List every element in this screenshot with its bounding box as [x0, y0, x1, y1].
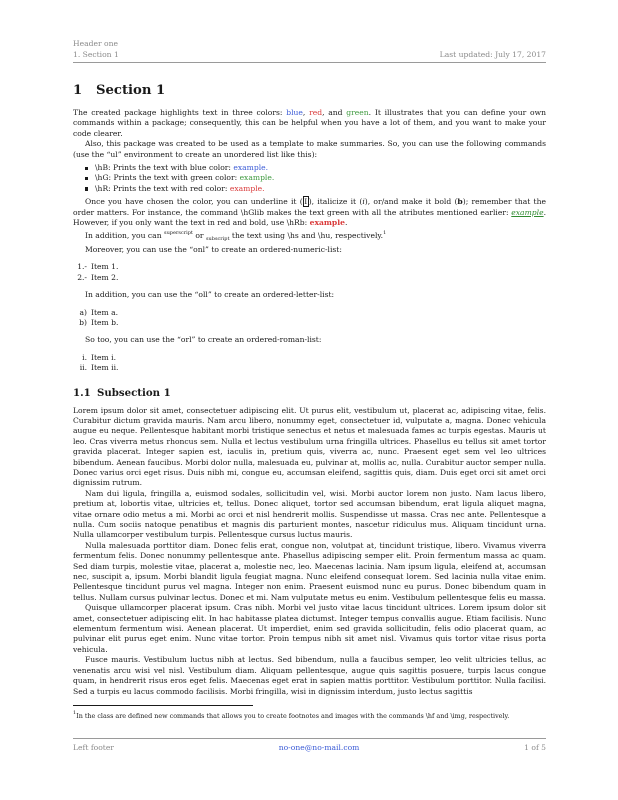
header-last-updated: Last updated: July 17, 2017 [439, 50, 546, 59]
list-item [73, 363, 546, 373]
body-paragraph: Nam dui ligula, fringilla a, euismod sodales, sollicitudin vel, wisi. Morbi auctor lorem non justo. Nam lacus libero, pretium at, lobortis vitae, ultricies et, tellus. Donec aliquet, tortor sed accumsan bibendum, erat ligula aliquet magna, vitae ornare odio metus a mi. Morbi ac orci et nisl hendrerit mollis. Suspendisse ut massa. Cras nec ante. Pellentesque a nulla. Cum sociis natoque penatibus et magnis dis parturient montes, nascetur ridiculus mus. Aliquam tincidunt urna. Nulla ullamcorper vestibulum turpis. Pellentesque cursus luctus mauris. [73, 488, 546, 540]
footnote [73, 709, 546, 721]
list-item-text: \hR: Prints the text with red color: [95, 183, 230, 193]
text-run: In addition, you can [85, 231, 165, 241]
list-marker: 1.- [77, 262, 87, 272]
oll-paragraph: In addition, you can use the “oll” to create an ordered-letter-list: [85, 290, 335, 300]
command-list [73, 163, 546, 194]
underline-sample: I [304, 197, 308, 207]
subscript-sample: subscript [205, 236, 230, 243]
body-paragraph: Nulla malesuada porttitor diam. Donec felis erat, congue non, volutpat at, tincidunt tristique, libero. Vivamus viverra fermentum felis. Donec nonummy pellentesque ante. Phasellus adipiscing semper elit. Proin fermentum massa ac quam. Sed diam turpis, molestie vitae, placerat a, molestie nec, leo. Maecenas lacinia. Nam ipsum ligula, eleifend at, accumsan nec, suscipit a, ipsum. Morbi blandit ligula feugiat magna. Nunc eleifend consequat lorem. Sed lacinia nulla vitae enim. Pellentesque tincidunt purus vel magna. Integer non enim. Praesent euismod nunc eu purus. Donec bibendum quam in tellus. Nullam cursus pulvinar lectus. Donec et mi. Nam vulputate metus eu enim. Vestibulum pellentesque felis eu massa. [73, 540, 546, 602]
orl-paragraph: So too, you can use the “orl” to create an ordered-roman-list: [85, 335, 322, 345]
list-item [73, 262, 546, 272]
roman-list [73, 353, 546, 374]
text-run: . It illustrates that you can define your own commands within a package; consequently, this can be helpful when you have a lot of them, and you want to make your code clearer. [73, 108, 546, 138]
list-item-text: Item b. [91, 317, 119, 327]
section-title: Section 1 [96, 83, 166, 98]
green-word: green [346, 108, 369, 117]
list-item-text: Item ii. [91, 363, 119, 373]
onl-paragraph: Moreover, you can use the “onl” to create an ordered-numeric-list: [85, 244, 342, 254]
text-run: . [344, 218, 348, 228]
list-item-text: Item 2. [91, 272, 119, 282]
list-item-text: Item i. [91, 352, 117, 362]
list-item-text: Item a. [91, 307, 119, 317]
body-paragraph: Fusce mauris. Vestibulum luctus nibh at lectus. Sed bibendum, nulla a faucibus semper, leo velit ultricies tellus, ac venenatis arcu wisi vel nisl. Vestibulum diam. Aliquam pellentesque, augue quis sagittis posuere, turpis lacus congue quam, in hendrerit risus eros eget felis. Maecenas eget erat in sapien mattis porttitor. Vestibulum porttitor. Nulla facilisi. Sed a turpis eu lacus commodo facilisis. Morbi fringilla, wisi in dignissim interdum, justo lectus sagittis [73, 655, 546, 696]
section-number: 1 [73, 83, 83, 98]
text-run: . However, if you only want the text in red and bold, use \hRb: [73, 207, 546, 228]
list-item-text: \hB: Prints the text with blue color: [95, 163, 234, 173]
text-run: ); remember that the order matters. For instance, the command \hGlib makes the text green with all the atributes mentioned earlier: [73, 197, 546, 217]
footnote-rule [73, 705, 253, 706]
list-item [73, 318, 546, 328]
footer-left: Left footer [73, 743, 114, 752]
section-heading [73, 83, 546, 99]
list-marker: i. [82, 352, 87, 362]
header-section: 1. Section 1 [73, 50, 119, 59]
text-run: ), or/and make it bold ( [364, 197, 458, 207]
subsection-title: Subsection 1 [97, 386, 171, 399]
text-run: or [192, 231, 206, 241]
blue-example: example. [233, 163, 269, 173]
body-paragraph: Quisque ullamcorper placerat ipsum. Cras nibh. Morbi vel justo vitae lacus tincidunt ultrices. Lorem ipsum dolor sit amet, consectetuer adipiscing elit. In hac habitasse platea dictumst. Integer tempus convallis augue. Etiam facilisis. Nunc elementum fermentum wisi. Aenean placerat. Ut imperdiet, enim sed gravida sollicitudin, felis odio placerat quam, ac pulvinar elit purus eget enim. Nunc vitae tortor. Proin tempus nibh sit amet nisl. Vivamus quis tortor vitae risus porta vehicula. [73, 603, 546, 654]
page-number: 1 of 5 [524, 743, 546, 752]
list-marker: 2.- [77, 272, 87, 282]
letter-list [73, 308, 546, 329]
header-title: Header one [73, 39, 118, 48]
list-item [85, 184, 546, 194]
list-item-text: Item 1. [91, 262, 119, 272]
page-footer [73, 742, 546, 753]
italic-sample: i [362, 197, 365, 207]
text-run: the text using \hs and \hu, respectively. [229, 231, 384, 241]
footnote-marker[interactable]: 1 [383, 230, 387, 237]
list-item-text: \hG: Prints the text with green color: [95, 173, 240, 183]
red-word: red [309, 108, 323, 117]
footer-rule [73, 738, 546, 739]
numeric-list [73, 262, 546, 283]
script-paragraph [73, 228, 546, 244]
text-run: ), italicize it ( [308, 197, 363, 207]
header-rule [73, 62, 546, 63]
list-marker: b) [79, 317, 87, 327]
text-run: , [302, 108, 310, 117]
list-item [73, 308, 546, 318]
red-example: example. [229, 183, 265, 193]
page-header [73, 38, 546, 60]
subsection-heading [73, 387, 546, 400]
list-item [73, 273, 546, 283]
superscript-sample: superscript [164, 230, 193, 237]
intro-paragraph [73, 108, 546, 139]
list-item [85, 163, 546, 173]
list-marker: a) [79, 307, 87, 317]
footnote-number: 1 [73, 709, 77, 716]
text-run: The created package highlights text in three colors: [73, 108, 287, 117]
body-paragraph: Lorem ipsum dolor sit amet, consectetuer adipiscing elit. Ut purus elit, vestibulum ut, placerat ac, adipiscing vitae, felis. Curabitur dictum gravida mauris. Nam arcu libero, nonummy eget, consectetuer id, vulputate a, magna. Donec vehicula augue eu neque. Pellentesque habitant morbi tristique senectus et netus et malesuada fames ac turpis egestas. Mauris ut leo. Cras viverra metus rhoncus sem. Nulla et lectus vestibulum urna fringilla ultrices. Phasellus eu tellus sit amet tortor gravida placerat. Integer sapien est, iaculis in, pretium quis, viverra ac, nunc. Praesent eget sem vel leo ultrices bibendum. Aenean faucibus. Morbi dolor nulla, malesuada eu, pulvinar at, mollis ac, nulla. Curabitur auctor semper nulla. Donec varius orci eget risus. Duis nibh mi, congue eu, accumsan eleifend, sagittis quis, diam. Duis eget orci sit amet orci dignissim rutrum. [73, 405, 546, 488]
list-item [85, 173, 546, 183]
text-run: , and [322, 108, 347, 117]
footnote-text: In the class are defined new commands that allows you to create footnotes and images with the commands \hf and \img, respectively. [76, 711, 510, 720]
summary-paragraph: Also, this package was created to be used as a template to make summaries. So, you can use the following commands (use the “ul” environment to create an unordered list like this): [73, 139, 546, 159]
bold-sample: b [457, 197, 463, 207]
list-item [73, 353, 546, 363]
page-body [73, 83, 546, 721]
blue-word: blue [286, 108, 303, 117]
text-run: Once you have chosen the color, you can underline it ( [85, 197, 303, 207]
red-bold-example: example [309, 218, 345, 228]
footer-email-link[interactable]: no-one@no-mail.com [278, 743, 360, 752]
green-example: example. [239, 173, 275, 183]
subsection-number: 1.1 [73, 386, 91, 399]
list-marker: ii. [79, 363, 87, 373]
green-styled-example: example [511, 207, 544, 217]
formatting-paragraph [73, 197, 546, 228]
